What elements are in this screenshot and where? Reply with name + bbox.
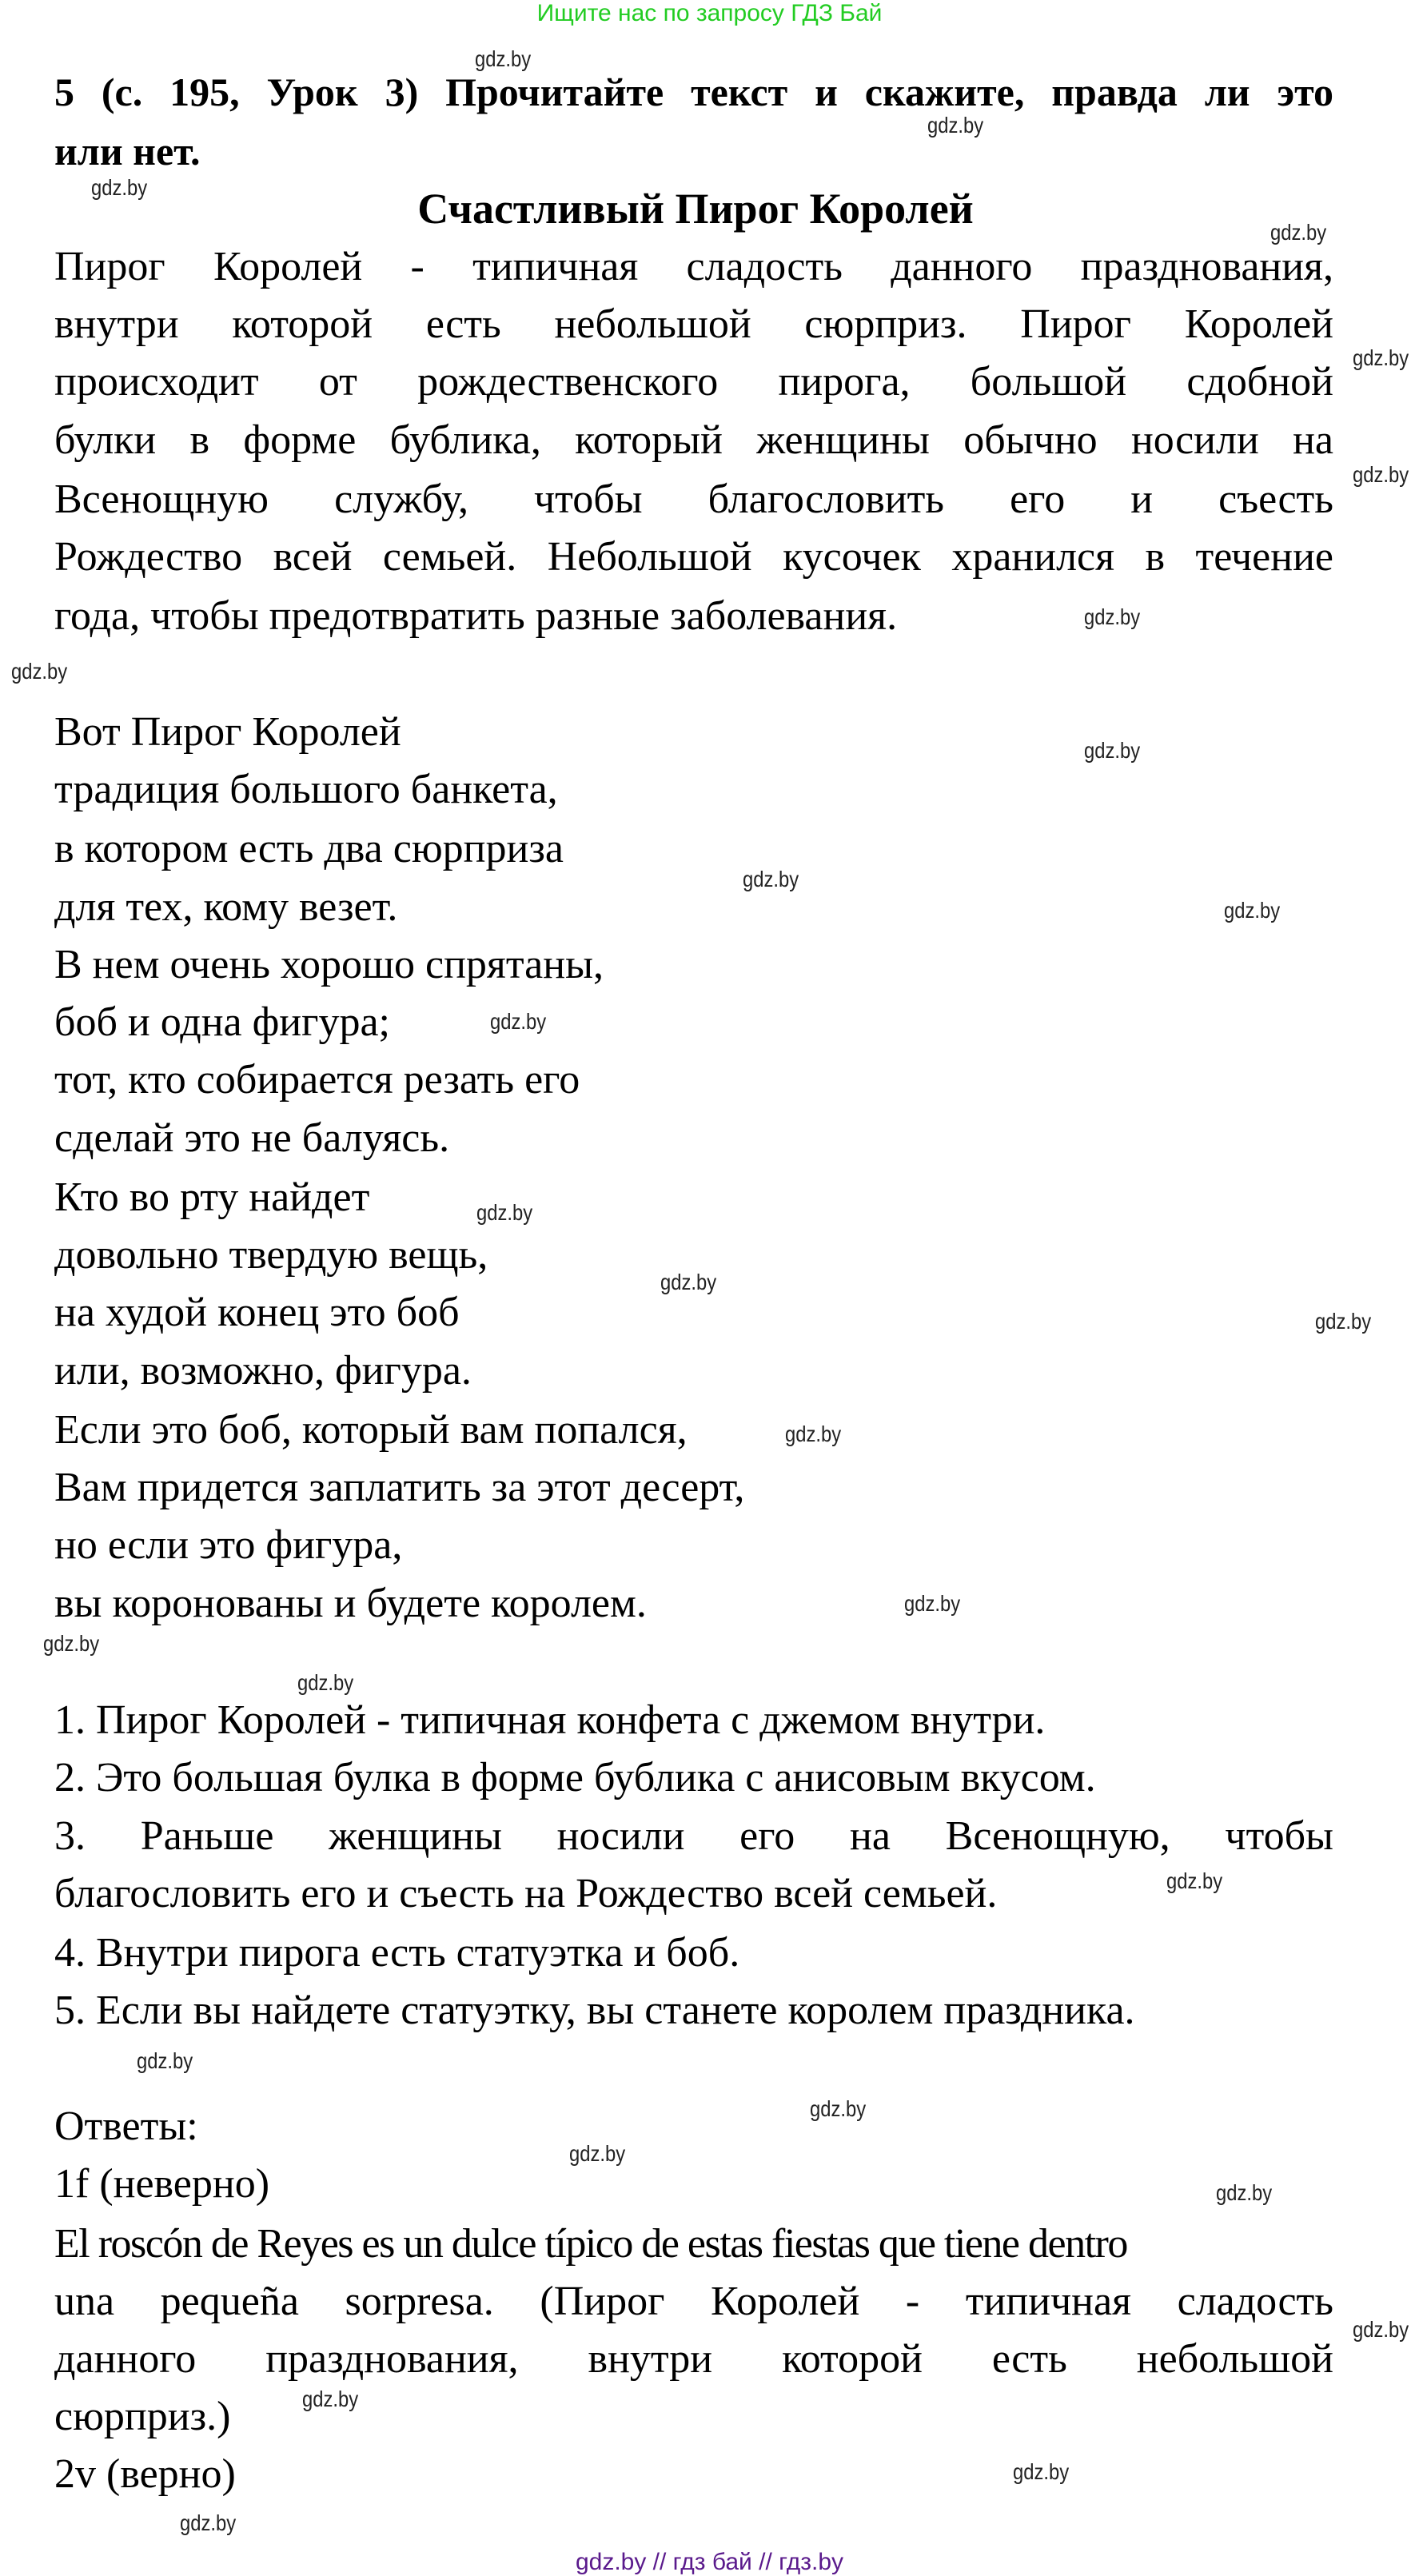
watermark: gdz.by (475, 46, 532, 72)
search-banner-link[interactable]: Ищите нас по запросу ГДЗ Бай (536, 0, 883, 26)
poem-line: для тех, кому везет. (54, 883, 398, 930)
watermark: gdz.by (785, 1421, 842, 1446)
poem-line: Вам придется заплатить за этот десерт, (54, 1465, 745, 1511)
question-line: 1. Пирог Королей - типичная конфета с джемом внутри. (54, 1697, 1046, 1744)
paragraph-line: Рождество всей семьей. Небольшой кусочек хранился в течение (54, 534, 1333, 580)
watermark: gdz.by (137, 2048, 193, 2073)
question-line: 4. Внутри пирога есть статуэтка и боб. (54, 1930, 740, 1976)
watermark: gdz.by (1353, 2317, 1409, 2343)
answer-line: Ответы: (54, 2103, 198, 2149)
watermark: gdz.by (1224, 898, 1281, 923)
watermark: gdz.by (1084, 738, 1141, 764)
poem-line: В нем очень хорошо спрятаны, (54, 941, 604, 987)
watermark: gdz.by (742, 867, 799, 892)
watermark: gdz.by (810, 2095, 867, 2121)
watermark: gdz.by (1084, 604, 1141, 629)
watermark: gdz.by (90, 175, 147, 201)
question-line: 5. Если вы найдете статуэтку, вы станете королем праздника. (54, 1988, 1135, 2034)
question-line: 2. Это большая булка в форме бублика с анисовым вкусом. (54, 1755, 1096, 1801)
answer-line: 1f (неверно) (54, 2161, 270, 2207)
poem-line: сделай это не балуясь. (54, 1115, 450, 1161)
watermark: gdz.by (1216, 2180, 1273, 2206)
watermark: gdz.by (569, 2140, 626, 2166)
watermark: gdz.by (179, 2510, 237, 2535)
paragraph-line: булки в форме бублика, который женщины обычно носили на (54, 417, 1333, 463)
poem-line: на худой конец это боб (54, 1290, 460, 1336)
answer-line: 2v (верно) (54, 2451, 236, 2498)
poem-line: боб и одна фигура; (54, 999, 390, 1046)
watermark: gdz.by (301, 2387, 358, 2412)
poem-line: но если это фигура, (54, 1522, 403, 1569)
watermark: gdz.by (11, 659, 68, 684)
watermark: gdz.by (42, 1630, 99, 1656)
poem-line: Если это боб, который вам попался, (54, 1406, 688, 1453)
watermark: gdz.by (1353, 462, 1409, 488)
watermark: gdz.by (660, 1269, 716, 1294)
watermark: gdz.by (1353, 345, 1409, 370)
paragraph-line: Пирог Королей - типичная сладость данного празднования, (54, 243, 1333, 289)
answer-line: una pequeña sorpresa. (Пирог Королей - типичная сладость (54, 2278, 1333, 2324)
text-title: Счастливый Пирог Королей (417, 185, 974, 233)
answer-line: El roscón de Reyes es un dulce típico de estas fiestas que tiene dentro (54, 2220, 1127, 2267)
question-line: 3. Раньше женщины носили его на Всенощную, чтобы (54, 1812, 1333, 1859)
watermark: gdz.by (1166, 1868, 1223, 1894)
paragraph-line: происходит от рождественского пирога, большой сдобной (54, 359, 1333, 405)
exercise-heading-line: или нет. (54, 129, 201, 174)
poem-line: тот, кто собирается резать его (54, 1057, 580, 1103)
answer-line: данного празднования, внутри которой есть небольшой (54, 2335, 1333, 2382)
poem-line: Кто во рту найдет (54, 1174, 370, 1220)
watermark: gdz.by (1270, 220, 1327, 245)
poem-line: довольно твердую вещь, (54, 1232, 488, 1278)
watermark: gdz.by (476, 1200, 533, 1226)
watermark: gdz.by (490, 1008, 547, 1034)
exercise-heading-line: 5 (с. 195, Урок 3) Прочитайте текст и скажите, правда ли это (54, 70, 1333, 115)
paragraph-line: внутри которой есть небольшой сюрприз. Пирог Королей (54, 301, 1333, 348)
paragraph-line: года, чтобы предотвратить разные заболевания. (54, 593, 898, 640)
watermark: gdz.by (297, 1670, 353, 1696)
poem-line: или, возможно, фигура. (54, 1347, 472, 1394)
poem-line: Вот Пирог Королей (54, 708, 401, 755)
poem-line: в котором есть два сюрприза (54, 826, 564, 872)
answer-line: сюрприз.) (54, 2394, 231, 2440)
watermark: gdz.by (1315, 1309, 1372, 1334)
watermark: gdz.by (927, 112, 984, 138)
poem-line: традиция большого банкета, (54, 767, 558, 813)
poem-line: вы коронованы и будете королем. (54, 1580, 647, 1626)
paragraph-line: Всенощную службу, чтобы благословить его и съесть (54, 476, 1333, 522)
question-line: благословить его и съесть на Рождество всей семьей. (54, 1870, 998, 1916)
watermark: gdz.by (904, 1591, 961, 1617)
footer-links[interactable]: gdz.by // гдз бай // гдз.by (575, 2549, 844, 2575)
watermark: gdz.by (1013, 2458, 1070, 2484)
